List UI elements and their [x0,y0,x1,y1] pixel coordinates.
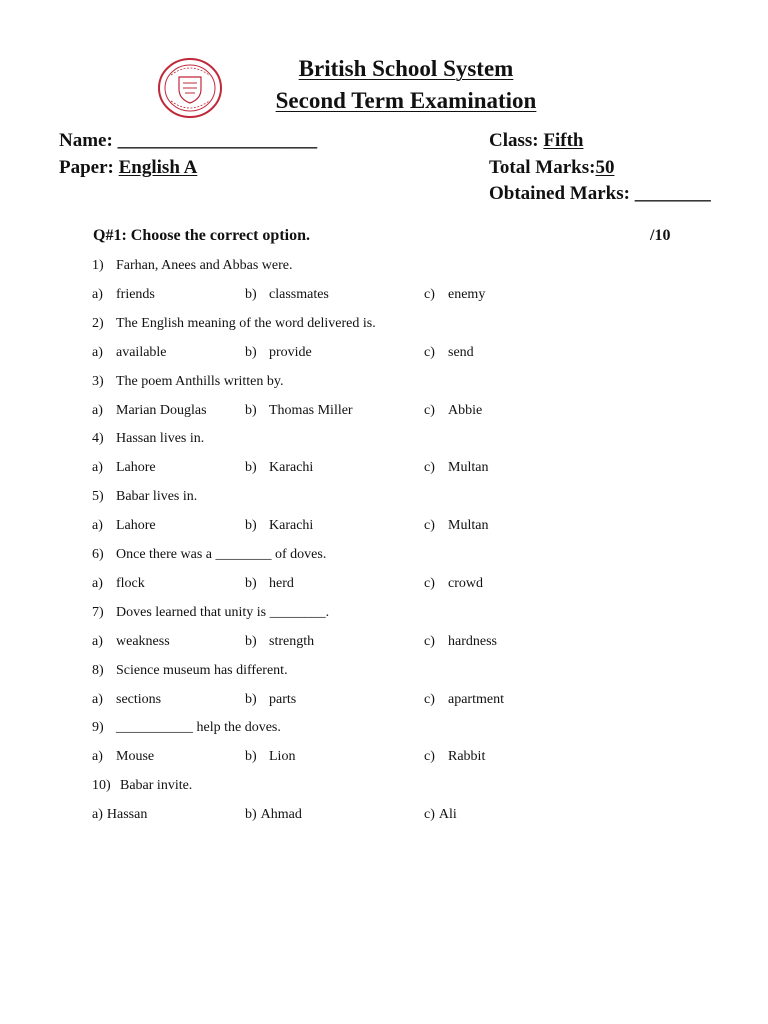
question-number: 10) [92,778,111,793]
option-text: classmates [269,287,329,302]
option-c [424,807,457,823]
option-text: Lion [269,749,296,764]
option-a [92,287,155,303]
option-c [424,692,504,708]
option-b [245,460,313,476]
option-text: hardness [448,634,497,649]
option-letter: c) [424,749,435,764]
obtained-marks-label: Obtained Marks: [489,183,630,204]
option-letter: b) [245,807,257,822]
option-text: weakness [116,634,170,649]
total-marks-field [489,157,614,179]
question-text: The poem Anthills written by. [116,374,284,389]
option-text: crowd [448,576,483,591]
option-letter: c) [424,403,435,418]
option-letter: a) [92,403,103,418]
option-c [424,460,488,476]
option-text: strength [269,634,315,649]
option-letter: c) [424,634,435,649]
option-text: Rabbit [448,749,486,764]
option-text: herd [269,576,294,591]
class-field [489,130,583,152]
paper-field [59,157,197,179]
option-text: available [116,345,167,360]
question-number: 4) [92,431,104,446]
option-c [424,634,497,650]
option-b [245,807,302,823]
option-text: Karachi [269,460,314,475]
option-a [92,749,154,765]
option-letter: a) [92,749,103,764]
obtained-marks-field [489,183,711,205]
option-c [424,576,483,592]
name-blank: _____________________ [117,130,318,151]
option-text: friends [116,287,155,302]
question-number: 9) [92,720,104,735]
option-letter: a) [92,460,103,475]
option-b [245,634,314,650]
option-text: sections [116,692,162,707]
option-b [245,576,294,592]
paper-label: Paper: [59,157,114,178]
option-letter: c) [424,345,435,360]
option-letter: b) [245,403,257,418]
option-b [245,518,313,534]
option-letter: c) [424,807,435,822]
option-text: send [448,345,474,360]
option-letter: b) [245,460,257,475]
option-a [92,692,161,708]
option-letter: b) [245,345,257,360]
option-letter: a) [92,345,103,360]
option-b [245,692,296,708]
class-label: Class: [489,130,539,151]
option-a [92,634,170,650]
option-letter: b) [245,287,257,302]
option-c [424,287,485,303]
option-letter: a) [92,692,103,707]
question-number: 5) [92,489,104,504]
question-text: Science museum has different. [116,663,288,678]
option-letter: a) [92,287,103,302]
question-text: Babar invite. [120,778,193,793]
question-text: ___________ help the doves. [116,720,281,735]
option-letter: c) [424,460,435,475]
option-text: Hassan [106,807,148,822]
option-letter: b) [245,634,257,649]
option-b [245,345,312,361]
option-text: Thomas Miller [269,403,353,418]
option-letter: a) [92,576,103,591]
option-letter: c) [424,287,435,302]
option-text: Marian Douglas [116,403,207,418]
option-letter: b) [245,692,257,707]
option-text: Mouse [116,749,155,764]
option-letter: b) [245,576,257,591]
option-letter: a) [92,518,103,533]
option-text: Multan [448,518,489,533]
option-text: Ali [438,807,457,822]
option-a [92,518,156,534]
option-text: Multan [448,460,489,475]
question-text: Babar lives in. [116,489,198,504]
question-number: 1) [92,258,104,273]
option-text: Abbie [448,403,483,418]
question-number: 6) [92,547,104,562]
option-c [424,345,474,361]
total-marks-label: Total Marks: [489,157,596,178]
option-letter: c) [424,576,435,591]
section-heading: Q#1: Choose the correct option. [93,227,310,244]
option-b [245,749,295,765]
exam-title: Second Term Examination [275,88,537,113]
option-c [424,518,488,534]
name-label: Name: [59,130,113,151]
option-a [92,403,207,419]
question-text: Once there was a ________ of doves. [116,547,327,562]
obtained-marks-blank: ________ [634,183,711,204]
question-number: 8) [92,663,104,678]
option-text: provide [269,345,312,360]
option-a [92,807,147,823]
option-letter: a) [92,634,103,649]
name-field [59,130,317,152]
school-name: British School System [298,56,514,81]
option-letter: b) [245,749,257,764]
option-text: flock [116,576,145,591]
option-b [245,403,353,419]
option-c [424,749,485,765]
total-marks-value: 50 [595,157,615,178]
option-text: Ahmad [260,807,302,822]
option-text: parts [269,692,297,707]
question-number: 2) [92,316,104,331]
option-text: Karachi [269,518,314,533]
question-text: Hassan lives in. [116,431,205,446]
question-number: 3) [92,374,104,389]
option-text: enemy [448,287,486,302]
option-letter: b) [245,518,257,533]
question-text: The English meaning of the word delivered is. [116,316,376,331]
option-text: apartment [448,692,504,707]
option-a [92,576,145,592]
option-text: Lahore [116,460,156,475]
section-marks: /10 [650,227,671,244]
option-text: Lahore [116,518,156,533]
option-a [92,460,156,476]
option-letter: c) [424,692,435,707]
class-value: Fifth [543,130,584,151]
question-text: Doves learned that unity is ________. [116,605,330,620]
question-text: Farhan, Anees and Abbas were. [116,258,293,273]
option-a [92,345,167,361]
option-b [245,287,329,303]
paper-value: English A [118,157,198,178]
option-letter: c) [424,518,435,533]
option-c [424,403,482,419]
question-number: 7) [92,605,104,620]
option-letter: a) [92,807,103,822]
